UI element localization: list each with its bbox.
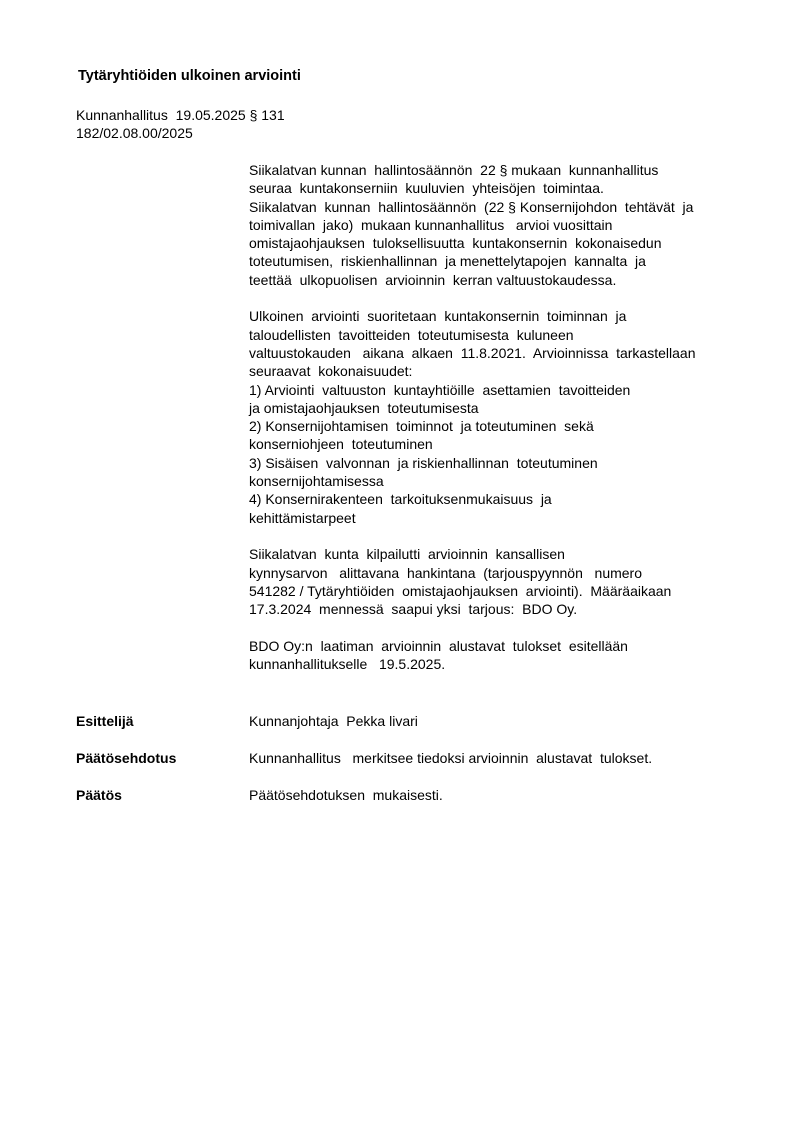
text-line: 1) Arviointi valtuuston kuntayhtiöille asettamien tavoitteiden <box>249 381 631 398</box>
text-line: BDO Oy:n laatiman arvioinnin alustavat tulokset esitellään <box>249 637 628 654</box>
decision-label: Päätös <box>76 787 122 803</box>
decision-value: Päätösehdotuksen mukaisesti. <box>249 787 443 803</box>
text-line: valtuustokauden aikana alkaen 11.8.2021. Arvioinnissa tarkastellaan <box>249 344 696 361</box>
presenter-label: Esittelijä <box>76 713 134 729</box>
text-line: konserniohjeen toteutuminen <box>249 436 433 453</box>
paragraph <box>249 307 749 527</box>
text-line: kehittämistarpeet <box>249 509 356 526</box>
text-line: teettää ulkopuolisen arvioinnin kerran valtuustokaudessa. <box>249 271 617 288</box>
text-line: toteutumisen, riskienhallinnan ja menettelytapojen kannalta ja <box>249 253 646 270</box>
text-line: taloudellisten tavoitteiden toteutumisesta kuluneen <box>249 326 574 343</box>
text-line: 3) Sisäisen valvonnan ja riskienhallinnan toteutuminen <box>249 454 598 471</box>
text-line: 2) Konsernijohtamisen toiminnot ja toteutuminen sekä <box>249 418 594 435</box>
presenter-value: Kunnanjohtaja Pekka livari <box>249 713 418 729</box>
text-line: konsernijohtamisessa <box>249 473 384 490</box>
meeting-reference: Kunnanhallitus 19.05.2025 § 131 <box>76 107 285 123</box>
proposal-label: Päätösehdotus <box>76 750 177 766</box>
paragraph <box>249 637 749 674</box>
text-line: omistajaohjauksen tuloksellisuutta kuntakonsernin kokonaisedun <box>249 235 662 252</box>
text-line: Siikalatvan kunta kilpailutti arvioinnin kansallisen <box>249 546 565 563</box>
record-number: 182/02.08.00/2025 <box>76 125 193 141</box>
text-line: Siikalatvan kunnan hallintosäännön (22 § Konsernijohdon tehtävät ja <box>249 198 694 215</box>
text-line: Siikalatvan kunnan hallintosäännön 22 § mukaan kunnanhallitus <box>249 162 659 178</box>
case-description <box>249 161 749 692</box>
meeting-meta <box>76 106 285 142</box>
text-line: Ulkoinen arviointi suoritetaan kuntakonsernin toiminnan ja <box>249 308 627 325</box>
text-line: kynnysarvon alittavana hankintana (tarjouspyynnön numero <box>249 564 643 581</box>
text-line: seuraavat kokonaisuudet: <box>249 363 413 380</box>
text-line: ja omistajaohjauksen toteutumisesta <box>249 399 479 416</box>
text-line: 17.3.2024 mennessä saapui yksi tarjous: BDO Oy. <box>249 601 578 618</box>
paragraph <box>249 545 749 618</box>
text-line: seuraa kuntakonserniin kuuluvien yhteisöjen toimintaa. <box>249 180 604 197</box>
page-title: Tytäryhtiöiden ulkoinen arviointi <box>78 68 301 84</box>
text-line: toimivallan jako) mukaan kunnanhallitus arvioi vuosittain <box>249 216 613 233</box>
text-line: 4) Konsernirakenteen tarkoituksenmukaisuus ja <box>249 491 552 508</box>
proposal-value: Kunnanhallitus merkitsee tiedoksi arvioinnin alustavat tulokset. <box>249 750 653 766</box>
text-line: 541282 / Tytäryhtiöiden omistajaohjauksen arviointi). Määräaikaan <box>249 582 672 599</box>
text-line: kunnanhallitukselle 19.5.2025. <box>249 656 446 673</box>
paragraph <box>249 161 749 289</box>
